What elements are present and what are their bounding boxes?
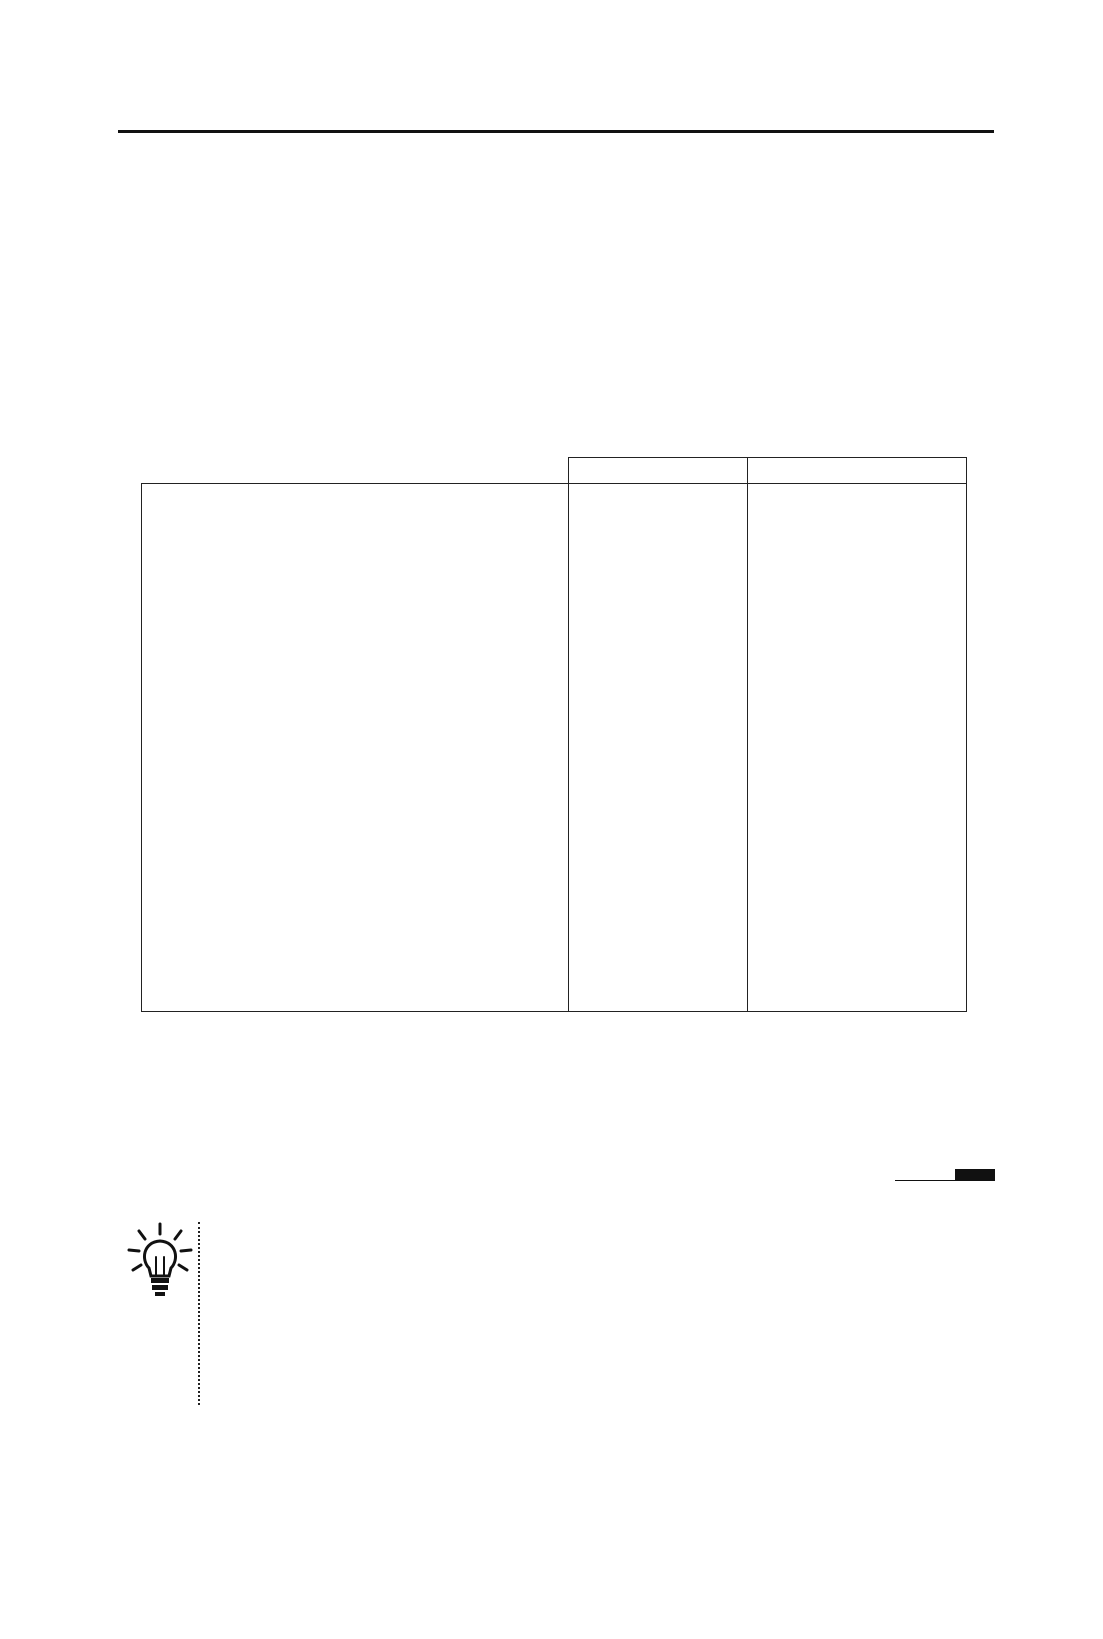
column-header-1	[568, 457, 747, 483]
column-divider	[568, 484, 569, 1011]
tip-divider	[198, 1222, 200, 1405]
lightbulb-icon	[125, 1220, 195, 1300]
report-preview	[141, 457, 967, 1012]
section-end-mark	[895, 1169, 995, 1181]
report-table-body	[141, 483, 967, 1012]
page-header	[118, 96, 994, 133]
column-divider	[747, 484, 748, 1011]
column-header-2	[747, 457, 967, 483]
